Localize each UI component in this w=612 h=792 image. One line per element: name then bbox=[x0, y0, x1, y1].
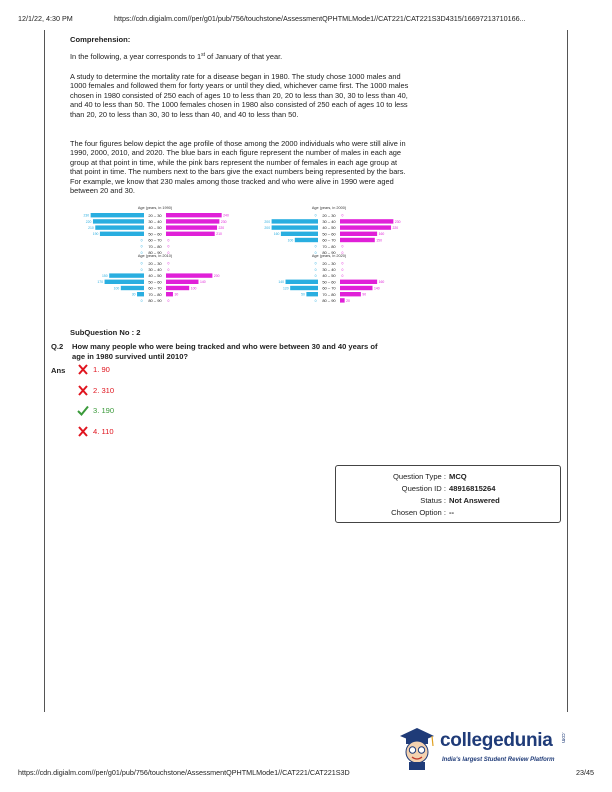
female-value-label: 0 bbox=[167, 298, 170, 303]
footer-page: 23/45 bbox=[576, 768, 594, 777]
male-bar bbox=[105, 280, 144, 284]
age-category-label: 70 – 80 bbox=[148, 291, 162, 297]
male-bar bbox=[95, 225, 144, 229]
male-value-label: 0 bbox=[314, 244, 317, 249]
female-bar bbox=[340, 286, 372, 290]
option-1-label: 1. 90 bbox=[93, 365, 110, 374]
male-value-label: 0 bbox=[314, 213, 317, 218]
male-value-label: 0 bbox=[140, 267, 143, 272]
question-frame bbox=[44, 30, 568, 712]
female-bar bbox=[166, 280, 198, 284]
age-category-label: 80 – 90 bbox=[322, 298, 336, 303]
female-bar bbox=[340, 280, 377, 284]
age-category-label: 50 – 60 bbox=[322, 231, 336, 237]
female-value-label: 160 bbox=[378, 232, 385, 237]
male-value-label: 0 bbox=[140, 244, 143, 249]
male-value-label: 0 bbox=[314, 250, 317, 255]
intro-text-a: In the following, a year corresponds to 1 bbox=[70, 52, 202, 61]
age-category-label: 40 – 50 bbox=[322, 225, 336, 231]
info-row-chosen bbox=[336, 508, 560, 517]
browser-header bbox=[18, 14, 594, 23]
male-bar bbox=[286, 280, 318, 284]
female-value-label: 0 bbox=[167, 238, 170, 243]
age-category-label: 40 – 50 bbox=[322, 273, 336, 279]
female-value-label: 90 bbox=[362, 292, 367, 297]
male-value-label: 0 bbox=[140, 298, 143, 303]
female-bar bbox=[340, 292, 361, 296]
info-id-label: Question ID : bbox=[401, 484, 446, 493]
male-value-label: 0 bbox=[140, 250, 143, 255]
age-category-label: 30 – 40 bbox=[322, 219, 336, 224]
info-type-value: MCQ bbox=[449, 472, 467, 481]
comprehension-paragraph-2: A study to determine the mortality rate for a disease began in 1980. The study chose 1000 males and 1000 females and followed them for forty years or until they died, whichever came first. The 1000 males chosen in 1980 consisted of 250 each of ages 10 to less than 20, 20 to less than 30, 30 to less than 40, and 40 to less than 50. The 1000 females chosen in 1980 also consisted of 250 each of ages 10 to less than 20, 20 to less than 30, 30 to less than 40, and 40 to less than 50. bbox=[70, 72, 409, 119]
male-value-label: 200 bbox=[264, 226, 271, 230]
female-value-label: 220 bbox=[392, 226, 399, 230]
info-type-label: Question Type : bbox=[392, 472, 446, 481]
option-2-label: 2. 310 bbox=[93, 386, 115, 395]
age-chart-2010 bbox=[70, 252, 240, 312]
age-category-label: 20 – 30 bbox=[148, 260, 162, 266]
option-4-label: 4. 110 bbox=[93, 427, 114, 436]
check-icon bbox=[77, 405, 89, 416]
male-bar bbox=[295, 238, 318, 242]
chart-title: Age (years, in 1990) bbox=[137, 206, 173, 210]
age-category-label: 60 – 70 bbox=[148, 237, 162, 243]
print-url: https://cdn.digialm.com//per/g01/pub/756/touchstone/AssessmentQPHTMLMode1//CAT221/CAT221S3D4315/16697213710166... bbox=[114, 14, 526, 23]
male-value-label: 140 bbox=[278, 280, 285, 285]
age-category-label: 20 – 30 bbox=[322, 260, 336, 266]
subquestion-label: SubQuestion No : 2 bbox=[70, 328, 141, 337]
female-bar bbox=[166, 225, 217, 229]
female-value-label: 0 bbox=[341, 274, 344, 278]
cross-icon bbox=[77, 364, 89, 375]
female-value-label: 230 bbox=[220, 219, 227, 224]
chart-title: Age (years, in 2020) bbox=[311, 254, 347, 258]
info-row-status bbox=[336, 496, 560, 505]
question-text: How many people who were being tracked and who were between 30 and 40 years of age in 1980 survived until 2010? bbox=[72, 342, 378, 361]
age-category-label: 50 – 60 bbox=[322, 279, 336, 285]
intro-sup: st bbox=[201, 52, 205, 58]
cross-icon bbox=[77, 385, 89, 396]
age-category-label: 50 – 60 bbox=[148, 279, 162, 285]
cross-icon bbox=[77, 426, 89, 437]
female-value-label: 0 bbox=[341, 250, 344, 255]
logo-domain: .com bbox=[560, 732, 566, 743]
age-category-label: 30 – 40 bbox=[148, 267, 162, 272]
female-value-label: 0 bbox=[167, 267, 170, 272]
info-status-label: Status : bbox=[420, 496, 446, 505]
female-value-label: 20 bbox=[346, 298, 350, 303]
female-bar bbox=[340, 232, 377, 236]
female-bar bbox=[166, 292, 173, 296]
male-value-label: 0 bbox=[140, 261, 143, 266]
female-value-label: 160 bbox=[378, 280, 385, 285]
option-2[interactable] bbox=[77, 385, 114, 396]
option-3[interactable] bbox=[77, 405, 114, 416]
female-bar bbox=[340, 219, 393, 223]
male-value-label: 200 bbox=[264, 219, 271, 224]
age-chart-2020-svg bbox=[244, 252, 414, 312]
female-bar bbox=[166, 286, 189, 290]
male-bar bbox=[121, 286, 144, 290]
collegedunia-logo[interactable] bbox=[390, 722, 572, 772]
male-bar bbox=[272, 219, 318, 223]
male-bar bbox=[100, 232, 144, 236]
female-bar bbox=[166, 213, 222, 217]
female-bar bbox=[166, 232, 215, 236]
female-value-label: 100 bbox=[190, 286, 197, 291]
female-value-label: 0 bbox=[341, 267, 344, 272]
male-value-label: 30 bbox=[131, 292, 136, 297]
footer-url: https://cdn.digialm.com//per/g01/pub/756/touchstone/AssessmentQPHTMLMode1//CAT221/CAT221S3D bbox=[18, 768, 350, 777]
female-value-label: 0 bbox=[341, 261, 344, 266]
question-info-box bbox=[335, 465, 561, 523]
male-value-label: 0 bbox=[314, 261, 317, 266]
age-category-label: 30 – 40 bbox=[148, 219, 162, 224]
info-status-value: Not Answered bbox=[449, 496, 500, 505]
female-value-label: 0 bbox=[341, 244, 344, 249]
male-value-label: 120 bbox=[282, 286, 289, 291]
male-bar bbox=[281, 232, 318, 236]
age-category-label: 70 – 80 bbox=[322, 243, 336, 249]
male-value-label: 170 bbox=[97, 280, 104, 285]
male-bar bbox=[272, 225, 318, 229]
male-bar bbox=[290, 286, 318, 290]
female-value-label: 230 bbox=[394, 219, 401, 224]
female-bar bbox=[340, 298, 345, 302]
age-chart-2010-svg bbox=[70, 252, 240, 312]
female-bar bbox=[166, 219, 219, 223]
graduate-mascot-icon bbox=[396, 724, 438, 770]
male-value-label: 0 bbox=[314, 274, 317, 278]
female-value-label: 140 bbox=[199, 280, 206, 285]
option-3-label: 3. 190 bbox=[93, 406, 115, 415]
age-category-label: 20 – 30 bbox=[322, 212, 336, 218]
age-category-label: 80 – 90 bbox=[148, 250, 162, 255]
male-bar bbox=[91, 213, 144, 217]
male-bar bbox=[306, 292, 318, 296]
male-value-label: 0 bbox=[314, 267, 317, 272]
info-row-type bbox=[336, 472, 560, 481]
male-value-label: 50 bbox=[301, 292, 305, 297]
male-bar bbox=[137, 292, 144, 296]
male-value-label: 190 bbox=[92, 232, 99, 237]
female-bar bbox=[340, 238, 375, 242]
male-value-label: 150 bbox=[102, 274, 108, 278]
female-value-label: 0 bbox=[167, 250, 170, 255]
age-category-label: 40 – 50 bbox=[148, 225, 162, 231]
age-category-label: 60 – 70 bbox=[322, 237, 336, 243]
comprehension-paragraph-3: The four figures below depict the age profile of those among the 2000 individuals who were still alive in 1990, 2000, 2010, and 2020. The blue bars in each figure represent the number of males in each age group at that point in time, while the pink bars represent the number of females in each age group at that point in time. The numbers next to the bars give the exact numbers being represented by the bars. For example, we know that 230 males among those tracked and who were alive in 1990 were aged between 20 and 30. bbox=[70, 139, 406, 196]
age-category-label: 30 – 40 bbox=[322, 267, 336, 272]
age-category-label: 50 – 60 bbox=[148, 231, 162, 237]
age-category-label: 20 – 30 bbox=[148, 212, 162, 218]
intro-text-b: of January of that year. bbox=[204, 52, 283, 61]
age-chart-2020 bbox=[244, 252, 414, 312]
option-4[interactable] bbox=[77, 426, 114, 437]
age-category-label: 40 – 50 bbox=[148, 273, 162, 279]
info-id-value: 48916815264 bbox=[449, 484, 496, 493]
chart-title: Age (years, in 2000) bbox=[311, 206, 347, 210]
female-value-label: 30 bbox=[174, 292, 179, 297]
male-value-label: 220 bbox=[85, 219, 92, 224]
print-datetime: 12/1/22, 4:30 PM bbox=[18, 14, 73, 23]
male-value-label: 230 bbox=[83, 213, 90, 218]
female-value-label: 140 bbox=[373, 286, 380, 291]
male-bar bbox=[109, 273, 144, 277]
question-number: Q.2 bbox=[51, 342, 64, 351]
female-value-label: 200 bbox=[213, 274, 220, 278]
comprehension-intro bbox=[70, 51, 410, 61]
male-value-label: 100 bbox=[113, 286, 120, 291]
male-value-label: 210 bbox=[88, 226, 94, 230]
male-bar bbox=[93, 219, 144, 223]
age-category-label: 70 – 80 bbox=[322, 291, 336, 297]
male-value-label: 100 bbox=[287, 238, 294, 243]
female-value-label: 0 bbox=[167, 244, 170, 249]
female-value-label: 0 bbox=[341, 213, 344, 218]
female-value-label: 150 bbox=[376, 238, 382, 243]
print-footer bbox=[18, 768, 594, 777]
info-chosen-label: Chosen Option : bbox=[391, 508, 446, 517]
age-category-label: 80 – 90 bbox=[148, 298, 162, 303]
info-row-id bbox=[336, 484, 560, 493]
age-category-label: 60 – 70 bbox=[148, 285, 162, 291]
chart-title: Age (years, in 2010) bbox=[137, 254, 173, 258]
female-value-label: 220 bbox=[218, 226, 225, 230]
male-value-label: 0 bbox=[314, 298, 317, 303]
female-value-label: 210 bbox=[216, 232, 222, 237]
female-bar bbox=[166, 273, 212, 277]
option-1[interactable] bbox=[77, 364, 110, 375]
logo-tagline: India's largest Student Review Platform bbox=[442, 757, 555, 763]
age-category-label: 60 – 70 bbox=[322, 285, 336, 291]
age-category-label: 70 – 80 bbox=[148, 243, 162, 249]
age-category-label: 80 – 90 bbox=[322, 250, 336, 255]
female-value-label: 0 bbox=[167, 261, 170, 266]
male-value-label: 0 bbox=[140, 238, 143, 243]
female-value-label: 240 bbox=[223, 213, 229, 218]
comprehension-heading: Comprehension: bbox=[70, 35, 131, 44]
answer-label: Ans bbox=[51, 366, 66, 375]
female-bar bbox=[340, 225, 391, 229]
logo-brand: collegedunia bbox=[440, 730, 553, 751]
info-chosen-value: -- bbox=[449, 508, 455, 517]
male-value-label: 160 bbox=[273, 232, 280, 237]
